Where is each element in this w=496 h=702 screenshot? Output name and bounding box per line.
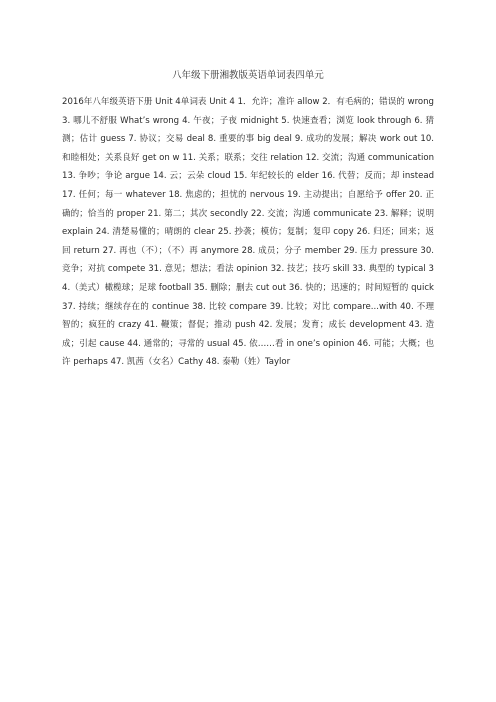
document-title: 八年级下册湘教版英语单词表四单元: [172, 70, 324, 81]
vocabulary-list-paragraph: 2016年八年级英语下册 Unit 4单词表 Unit 4 1．允许；准许 allow 2．有毛病的；错误的 wrong 3. 哪儿不舒服 What’s wrong 4. 午夜；子夜 midnight 5. 快速查看；浏览 look through 6. 猜测；估计 guess 7. 协议；交易 deal 8. 重要的事 big deal 9. 成功的发展；解决 work out 10. 和睦相处；关系良好 get on w 11. 关系；联系；交往 relation 12. 交流；沟通 communication 13. 争吵；争论 argue 14. 云；云朵 cloud 15. 年纪较长的 elder 16. 代替；反而；却 instead 17. 任何；每一 whatever 18. 焦虑的；担忧的 nervous 19. 主动提出；自愿给予 offer 20. 正确的；恰当的 proper 21. 第二；其次 secondly 22. 交流；沟通 communicate 23. 解释；说明 explain 24. 清楚易懂的；晴朗的 clear 25. 抄袭；模仿；复制；复印 copy 26. 归还；回来；返回 return 27. 再也（不）；（不）再 anymore 28. 成员；分子 member 29. 压力 pressure 30. 竞争；对抗 compete 31. 意见；想法；看法 opinion 32. 技艺；技巧 skill 33. 典型的 typical 34.（美式）橄榄球；足球 football 35. 删除；删去 cut out 36. 快的；迅速的；时间短暂的 quick 37. 持续；继续存在的 continue 38. 比较 compare 39. 比较；对比 compare...with 40. 不理智的；疯狂的 crazy 41. 鞭策；督促；推动 push 42. 发展；发育；成长 development 43. 造成；引起 cause 44. 通常的；寻常的 usual 45. 依……看 in one’s opinion 46. 可能；大概；也许 perhaps 47. 凯茜（女名）Cathy 48. 泰勒（姓）Taylor: [62, 97, 434, 368]
